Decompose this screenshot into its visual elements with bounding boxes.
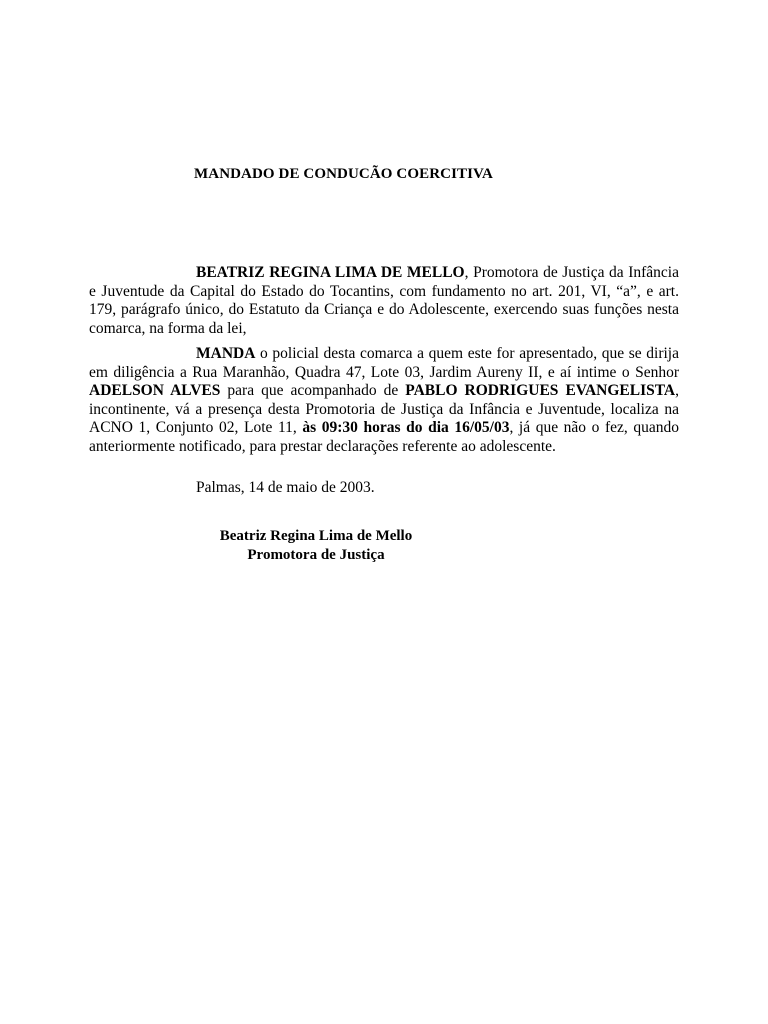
place-date: Palmas, 14 de maio de 2003. bbox=[196, 479, 375, 496]
signature-block bbox=[196, 527, 436, 564]
summoned-person-name: ADELSON ALVES bbox=[89, 382, 221, 400]
order-text-3: , incontinente, vá a presença desta Promotoria de Justiça da Infância e Juventude, localiza na ACNO 1, Conjunto 02, Lote 11, bbox=[89, 382, 680, 437]
signature-role: Promotora de Justiça bbox=[247, 546, 385, 563]
order-text-4: , já que não o fez, quando anteriormente notificado, para prestar declarações referente ao adolescente. bbox=[89, 419, 680, 455]
appointment-time: às 09:30 horas do dia 16/05/03 bbox=[302, 419, 510, 437]
intro-paragraph bbox=[89, 264, 679, 338]
manda-keyword: MANDA bbox=[196, 345, 256, 362]
prosecutor-name: BEATRIZ REGINA LIMA DE MELLO bbox=[196, 264, 465, 281]
accompanying-person-name: PABLO RODRIGUES EVANGELISTA bbox=[405, 382, 676, 400]
document-title: MANDADO DE CONDUCÃO COERCITIVA bbox=[194, 166, 493, 182]
order-paragraph bbox=[89, 345, 679, 457]
order-text-1: o policial desta comarca a quem este for apresentado, que se dirija em diligência a Rua Maranhão, Quadra 47, Lote 03, Jardim Aureny II, e aí intime o Senhor bbox=[89, 345, 679, 381]
intro-text: , Promotora de Justiça da Infância e Juventude da Capital do Estado do Tocantins, com fundamento no art. 201, VI, “a”, e art. 179, parágrafo único, do Estatuto da Criança e do Adolescente, exercendo suas funções nesta comarca, na forma da lei, bbox=[89, 264, 679, 337]
signature-name: Beatriz Regina Lima de Mello bbox=[219, 528, 413, 544]
order-text-2: para que acompanhado de bbox=[220, 382, 406, 400]
